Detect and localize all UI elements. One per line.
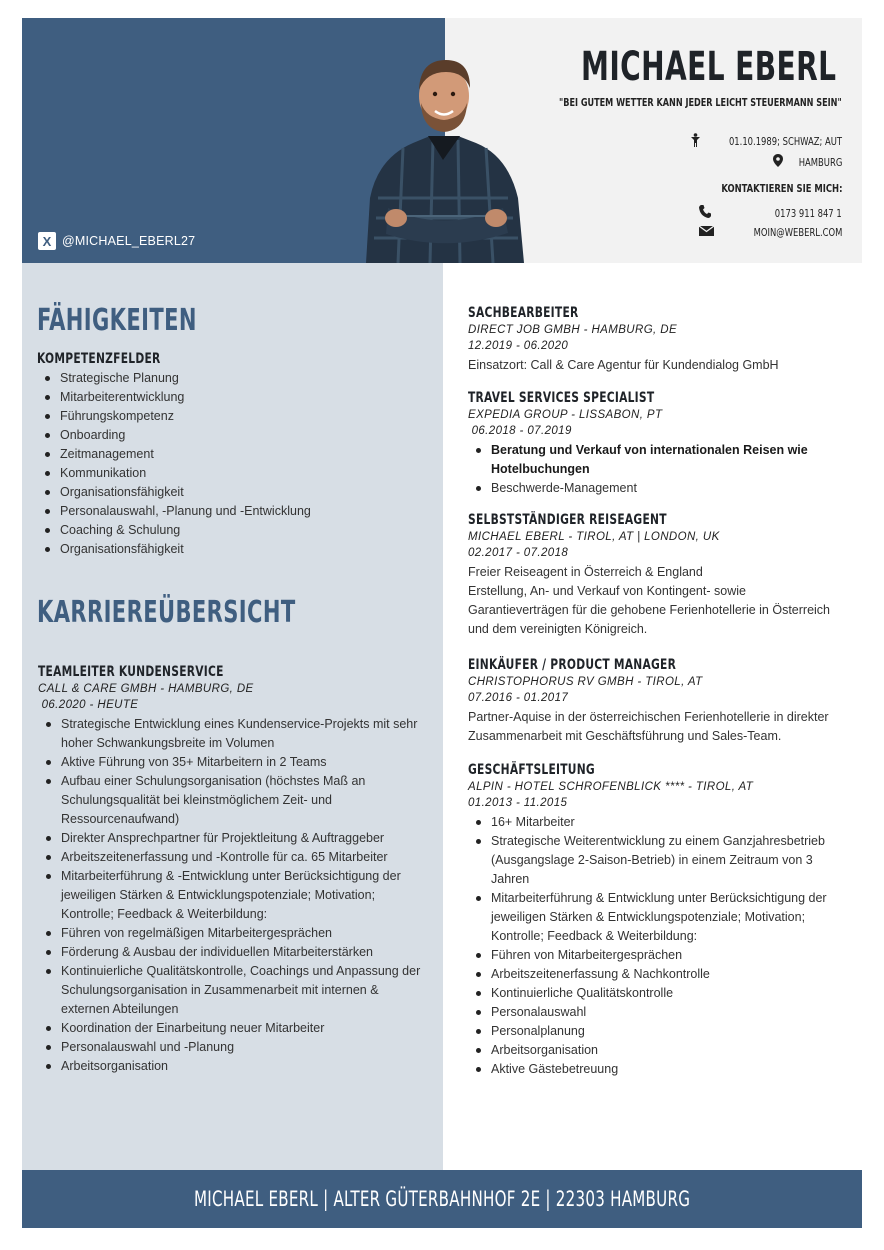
job-company: CALL & CARE GMBH - HAMBURG, DE — [38, 683, 254, 695]
job-geschaeftsleitung — [468, 761, 848, 1079]
list-item: Mitarbeiterführung & Entwicklung unter Berücksichtigung der jeweiligen Stärken & Entwicklungspotenziale; Motivation; Kontrolle; Feedback & Weiterbildung: — [468, 889, 848, 946]
list-item: Kontinuierliche Qualitätskontrolle, Coachings und Anpassung der Schulungsorganisation in Zusammenarbeit mit internen & externen Abteilungen — [38, 962, 430, 1019]
job-description-2: Erstellung, An- und Verkauf von Kontingent- sowie Garantieverträgen für die gehobene Ferienhotellerie in Österreich und dem vereinigten Königreich. — [468, 584, 831, 636]
job-title: TEAMLEITER KUNDENSERVICE — [38, 664, 224, 680]
list-item: Onboarding — [37, 426, 437, 445]
footer-bar — [22, 1170, 862, 1228]
list-item: Aufbau einer Schulungsorganisation (höchstes Maß an Schulungsqualität bei kleinstmöglichem Zeit- und Ressourcenaufwand) — [38, 772, 430, 829]
job-title: TRAVEL SERVICES SPECIALIST — [468, 390, 655, 406]
email-info[interactable] — [715, 226, 842, 239]
job-company: ALPIN - HOTEL SCHROFENBLICK **** - TIROL, AT — [468, 781, 754, 793]
list-item: Kontinuierliche Qualitätskontrolle — [468, 984, 848, 1003]
list-item: Mitarbeiterführung & -Entwicklung unter Berücksichtigung der jeweiligen Stärken & Entwicklungspotenziale; Motivation; Kontrolle; Feedback & Weiterbildung: — [38, 867, 430, 924]
xing-icon: X — [38, 232, 56, 250]
job-description: Partner-Aquise in der österreichischen Ferienhotellerie in direkter Zusammenarbeit mit Geschäftsführung und Sales-Team. — [468, 710, 829, 743]
list-item: Organisationsfähigkeit — [37, 540, 437, 559]
list-item: 16+ Mitarbeiter — [468, 813, 848, 832]
job-title: SELBSTSTÄNDIGER REISEAGENT — [468, 512, 667, 528]
list-item: Kommunikation — [37, 464, 437, 483]
job-company: MICHAEL EBERL - TIROL, AT | LONDON, UK — [468, 531, 720, 543]
list-item: Direkter Ansprechpartner für Projektleitung & Auftraggeber — [38, 829, 430, 848]
job-bullets — [38, 715, 430, 1076]
list-item: Personalplanung — [468, 1022, 848, 1041]
person-icon — [690, 133, 701, 150]
list-item: Zeitmanagement — [37, 445, 437, 464]
job-einkaeufer — [468, 656, 848, 746]
profile-photo — [358, 48, 528, 263]
job-travel-services — [468, 389, 848, 498]
list-item: Strategische Weiterentwicklung zu einem Ganzjahresbetrieb (Ausgangslage 2-Saison-Betrieb) in einem Zeitraum von 3 Jahren — [468, 832, 848, 889]
list-item: Aktive Führung von 35+ Mitarbeitern in 2 Teams — [38, 753, 430, 772]
email-text: MOIN@WEBERL.COM — [753, 226, 842, 239]
skills-title: FÄHIGKEITEN — [37, 303, 197, 338]
contact-heading: KONTAKTIEREN SIE MICH: — [720, 182, 842, 195]
phone-text: 0173 911 847 1 — [775, 206, 842, 220]
list-item: Personalauswahl und -Planung — [38, 1038, 430, 1057]
skills-section — [37, 350, 437, 559]
career-title: KARRIEREÜBERSICHT — [37, 595, 296, 630]
location-pin-icon — [773, 154, 783, 170]
job-dates: 06.2018 - 07.2019 — [468, 425, 572, 437]
list-item: Führungskompetenz — [37, 407, 437, 426]
mail-icon — [699, 226, 714, 239]
job-dates: 06.2020 - HEUTE — [38, 699, 139, 711]
job-title: GESCHÄFTSLEITUNG — [468, 762, 595, 778]
list-item: Arbeitszeitenerfassung und -Kontrolle für ca. 65 Mitarbeiter — [38, 848, 430, 867]
job-company: CHRISTOPHORUS RV GMBH - TIROL, AT — [468, 676, 703, 688]
job-dates: 07.2016 - 01.2017 — [468, 692, 569, 704]
phone-icon — [699, 205, 711, 221]
xing-username: @MICHAEL_EBERL27 — [62, 234, 196, 248]
birth-text: 01.10.1989; SCHWAZ; AUT — [728, 135, 842, 148]
birth-info — [690, 133, 842, 150]
phone-info[interactable] — [743, 205, 842, 221]
list-item: Strategische Entwicklung eines Kundenservice-Projekts mit sehr hoher Schwankungsbreite im Volumen — [38, 715, 430, 753]
job-description: Freier Reiseagent in Österreich & England — [468, 565, 703, 579]
list-item: Beratung und Verkauf von internationalen Reisen wie Hotelbuchungen — [468, 441, 848, 479]
job-bullets — [468, 813, 848, 1079]
list-item: Arbeitszeitenerfassung & Nachkontrolle — [468, 965, 848, 984]
job-teamleiter — [38, 663, 430, 1076]
job-reiseagent — [468, 511, 848, 639]
footer-address: MICHAEL EBERL | ALTER GÜTERBAHNHOF 2E | 22303 HAMBURG — [193, 1187, 691, 1211]
city-text: HAMBURG — [798, 155, 842, 169]
list-item: Förderung & Ausbau der individuellen Mitarbeiterstärken — [38, 943, 430, 962]
list-item: Beschwerde-Management — [468, 479, 848, 498]
list-item: Personalauswahl — [468, 1003, 848, 1022]
job-description: Einsatzort: Call & Care Agentur für Kundendialog GmbH — [468, 358, 779, 372]
job-dates: 12.2019 - 06.2020 — [468, 340, 569, 352]
candidate-name: MICHAEL EBERL — [580, 44, 836, 90]
skills-list — [37, 369, 437, 559]
list-item: Aktive Gästebetreuung — [468, 1060, 848, 1079]
job-dates: 01.2013 - 11.2015 — [468, 797, 568, 809]
list-item: Organisationsfähigkeit — [37, 483, 437, 502]
job-title: SACHBEARBEITER — [468, 305, 579, 321]
job-title: EINKÄUFER / PRODUCT MANAGER — [468, 657, 677, 673]
city-info — [773, 154, 842, 170]
list-item: Arbeitsorganisation — [38, 1057, 430, 1076]
job-bullets — [468, 441, 848, 498]
job-company: DIRECT JOB GMBH - HAMBURG, DE — [468, 324, 678, 336]
list-item: Führen von regelmäßigen Mitarbeitergesprächen — [38, 924, 430, 943]
list-item: Arbeitsorganisation — [468, 1041, 848, 1060]
list-item: Strategische Planung — [37, 369, 437, 388]
list-item: Führen von Mitarbeitergesprächen — [468, 946, 848, 965]
list-item: Mitarbeiterentwicklung — [37, 388, 437, 407]
xing-handle[interactable] — [38, 232, 195, 250]
list-item: Coaching & Schulung — [37, 521, 437, 540]
candidate-quote: "BEI GUTEM WETTER KANN JEDER LEICHT STEUERMANN SEIN" — [559, 96, 842, 109]
list-item: Koordination der Einarbeitung neuer Mitarbeiter — [38, 1019, 430, 1038]
skills-subtitle: KOMPETENZFELDER — [37, 351, 161, 367]
job-company: EXPEDIA GROUP - LISSABON, PT — [468, 409, 663, 421]
job-sachbearbeiter — [468, 304, 848, 375]
list-item: Personalauswahl, -Planung und -Entwicklung — [37, 502, 437, 521]
job-dates: 02.2017 - 07.2018 — [468, 547, 569, 559]
